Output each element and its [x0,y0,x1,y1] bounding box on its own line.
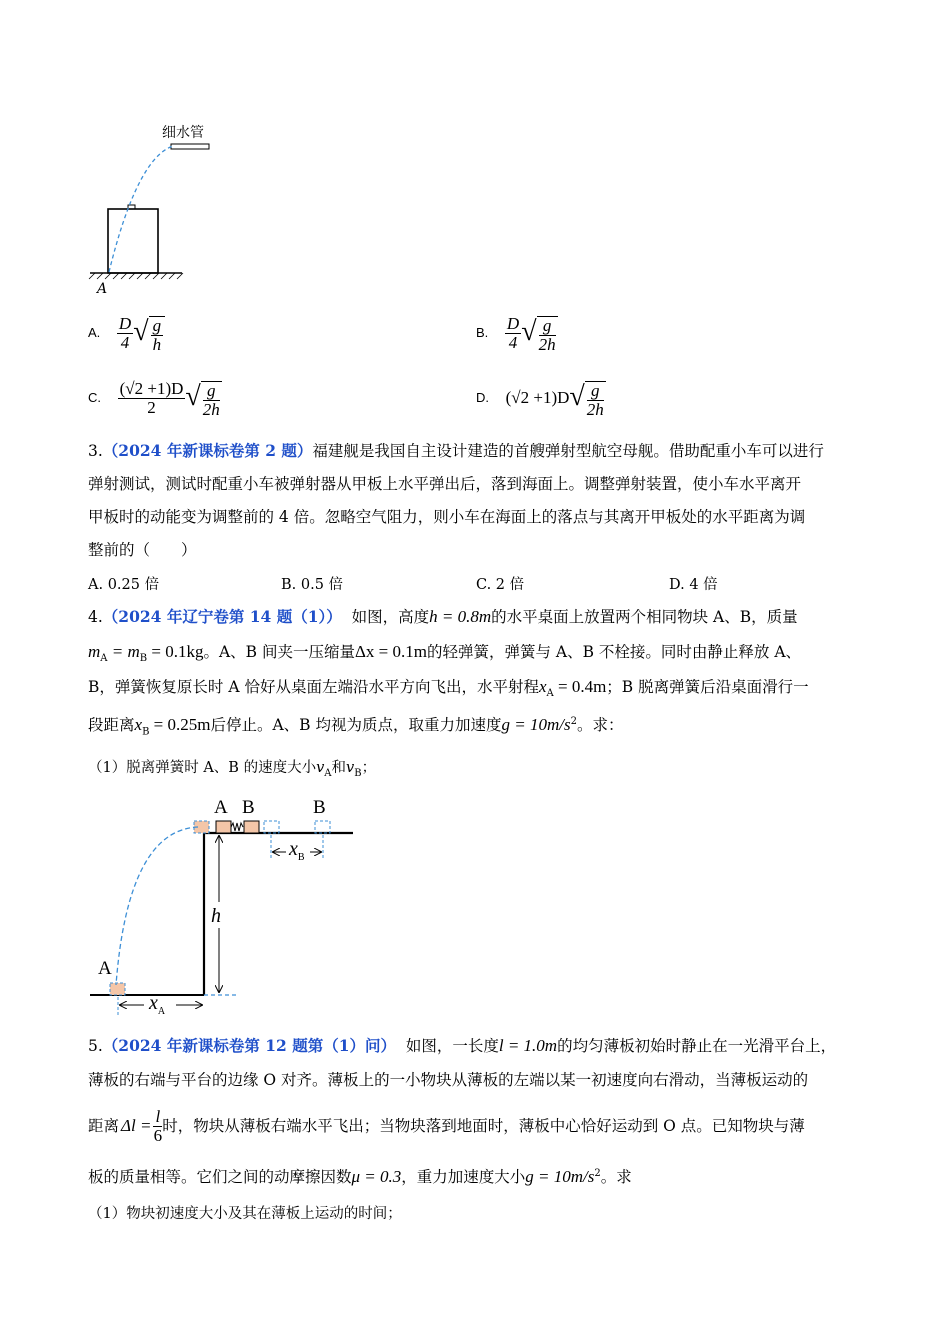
q4-t4c: B [142,726,150,738]
fig2-label-xa [149,992,165,1017]
q2-d-rnum: g [587,382,604,401]
q4-t3d: = 0.4m [553,677,607,696]
q4-s1g: ； [361,760,377,776]
figure-table-blocks [88,790,368,1020]
q4-t2e: = 0.1kg [147,642,204,661]
q4-t2h: 的轻弹簧，弹簧与 A、B 不栓接。同时由静止释放 A、 [426,643,802,661]
q2-option-d[interactable]: D. (√2 +1)D √ $\frac{g}{2h}$ [476,381,604,419]
q2-b-num: D [506,313,520,333]
q5-line-3 [88,1104,805,1148]
q3-text-1: 福建舰是我国自主设计建造的首艘弹射型航空母舰。借助配重小车可以进行 [312,442,824,460]
ground-hatch [89,273,183,279]
q4-t4h: 。求： [576,716,624,735]
q2-c-rden: 2h [202,400,220,419]
q2-b-den: 4 [508,332,518,352]
q2-d-rden: 2h [586,400,604,419]
q4-source: （2024 年辽宁卷第 14 题（1）） [102,607,342,626]
q2-option-b-label: B. [476,325,489,340]
block-b-start [264,821,279,833]
q2-option-b[interactable]: B. $\frac{D}{4}$ √ $\frac{g}{2h}$ [476,313,556,354]
label-point-a: A [97,281,108,297]
q3-option-a[interactable]: A. 0.25 倍 [88,577,160,593]
projectile-trajectory [116,827,198,985]
q2-b-rnum: g [539,317,556,336]
q4-s1b: v [316,760,325,776]
q5-t4f: 。求 [600,1168,632,1187]
q5-t4e: 2 [594,1168,601,1179]
fig2-xb-x: x [289,838,298,860]
fig2-label-a-top: A [214,797,228,818]
block-a-landing [110,983,125,995]
q5-t1c: 的均匀薄板初始时静止在一光滑平台上， [557,1037,837,1055]
q4-t1b: h = 0.8m [429,607,492,626]
spring [231,823,243,831]
q4-line-2 [88,641,801,670]
q4-number: 4. [88,608,103,626]
fig2-label-b-top: B [242,797,255,818]
q4-s1f: B [354,767,362,779]
q5-t4c: ，重力加速度大小 [401,1168,526,1187]
q4-t1a: 如图，高度 [351,608,430,626]
container-shape [108,209,158,273]
q4-t2c: = m [107,642,140,661]
q4-t2g: Δx = 0.1m [354,642,427,661]
q2-d-prefix: (√2 +1)D [505,388,570,407]
q2-a-rden: h [152,335,162,354]
q5-line-4 [88,1163,632,1188]
q2-option-a-label: A. [88,325,101,340]
q4-s1d: 和 [331,760,347,776]
q3-option-d[interactable]: D. 4 倍 [669,577,718,593]
q2-a-rnum: g [152,316,162,335]
q3-line-3: 甲板时的动能变为调整前的 4 倍。忽略空气阻力，则小车在海面上的落点与其离开甲板处的水平距离为调 [88,508,806,526]
q2-c-num: (√2 +1)D [119,378,184,398]
fig2-label-a-bottom: A [98,958,112,979]
block-a [216,821,231,833]
q5-frac-num: l [155,1106,161,1126]
q5-subq-1: （1）物块初速度大小及其在薄板上运动的时间； [88,1206,402,1222]
q4-t4a: 段距离 [88,716,135,735]
q5-t4b: μ = 0.3 [351,1167,402,1187]
fig2-label-b-right: B [313,797,326,818]
figure-water-pipe [85,118,225,303]
q2-c-den: 2 [147,397,156,417]
q4-t3c: A [546,688,554,700]
q5-t3a: 距离 [88,1117,120,1135]
q3-number: 3. [88,442,103,460]
fig2-xa-x: x [149,992,158,1014]
q2-option-c-label: C. [88,390,101,405]
q2-option-c[interactable]: C. $\frac{(√2 +1)D}{2}$ √ $\frac{g}{2h}$ [88,378,220,419]
q2-b-rden: 2h [538,335,556,354]
q5-t1a: 如图，一长度 [405,1037,499,1055]
q4-line-3 [88,676,809,705]
q4-subq-1 [88,757,376,785]
q3-option-c[interactable]: C. 2 倍 [476,577,525,593]
q4-t4d: = 0.25m [149,715,211,735]
q2-a-den: 4 [120,332,130,352]
q5-t4d: g = 10m/s [525,1167,595,1187]
q4-s1c: A [324,767,332,779]
q4-t2b: A [100,653,108,665]
q3-line-1 [88,440,824,462]
q4-t4f: g = 10m/s [501,715,571,735]
q4-t4g: 2 [570,716,577,727]
q3-option-b[interactable]: B. 0.5 倍 [281,577,344,593]
pipe-shape [171,144,209,149]
q4-line-4 [88,711,623,743]
block-b-end [315,821,330,833]
q5-source: （2024 年新课标卷第 12 题第（1）问） [102,1036,396,1055]
q2-option-d-label: D. [476,390,489,405]
q5-t3d: 时，物块从薄板右端水平飞出；当物块落到地面时，薄板中心恰好运动到 O 点。已知物块与薄 [162,1117,805,1135]
fig2-xa-sub: A [157,1006,166,1017]
fig2-label-xb [289,838,305,863]
fig2-xb-sub: B [297,852,305,863]
q4-t2a: m [88,642,101,661]
q4-t3a: B，弹簧恢复原长时 A 恰好从桌面左端沿水平方向飞出，水平射程 [88,678,539,696]
label-pipe: 细水管 [162,125,204,141]
q3-line-2: 弹射测试，测试时配重小车被弹射器从甲板上水平弹出后，落到海面上。调整弹射装置，使小车水平离开 [88,475,802,493]
q3-line-4: 整前的（ ） [88,541,197,559]
block-b [244,821,259,833]
q4-t4e: 后停止。A、B 均视为质点，取重力加速度 [210,716,502,735]
q3-source: （2024 年新课标卷第 2 题） [102,441,313,460]
q4-t1c: 的水平桌面上放置两个相同物块 A、B，质量 [491,608,798,626]
q4-t3e: ；B 脱离弹簧后沿桌面滑行一 [606,678,809,696]
q4-t2d: B [139,653,148,665]
q4-s1a: （1）脱离弹簧时 A、B 的速度大小 [88,760,317,776]
q4-s1e: v [346,760,355,776]
q5-frac-den: 6 [153,1125,163,1145]
q2-a-num: D [118,313,132,333]
q4-t3b: x [538,677,547,696]
q4-t4b: x [134,715,143,735]
q4-line-1 [88,606,798,628]
q5-line-2: 薄板的右端与平台的边缘 O 对齐。薄板上的一小物块从薄板的左端以某一初速度向右滑动，当薄板运动的 [88,1071,809,1089]
q5-t3b: Δl = [121,1116,152,1135]
q5-t4a: 板的质量相等。它们之间的动摩擦因数 [88,1168,352,1187]
q5-line-1 [88,1035,836,1057]
q5-t1b: l = 1.0m [498,1036,558,1055]
fig2-label-h: h [211,905,221,927]
q4-t2f: 。A、B 间夹一压缩量 [203,643,355,661]
q2-c-rnum: g [203,382,220,401]
q5-number: 5. [88,1037,103,1055]
q2-option-a[interactable]: A. $\frac{D}{4}$ √ $\frac{g}{h}$ [88,312,165,354]
